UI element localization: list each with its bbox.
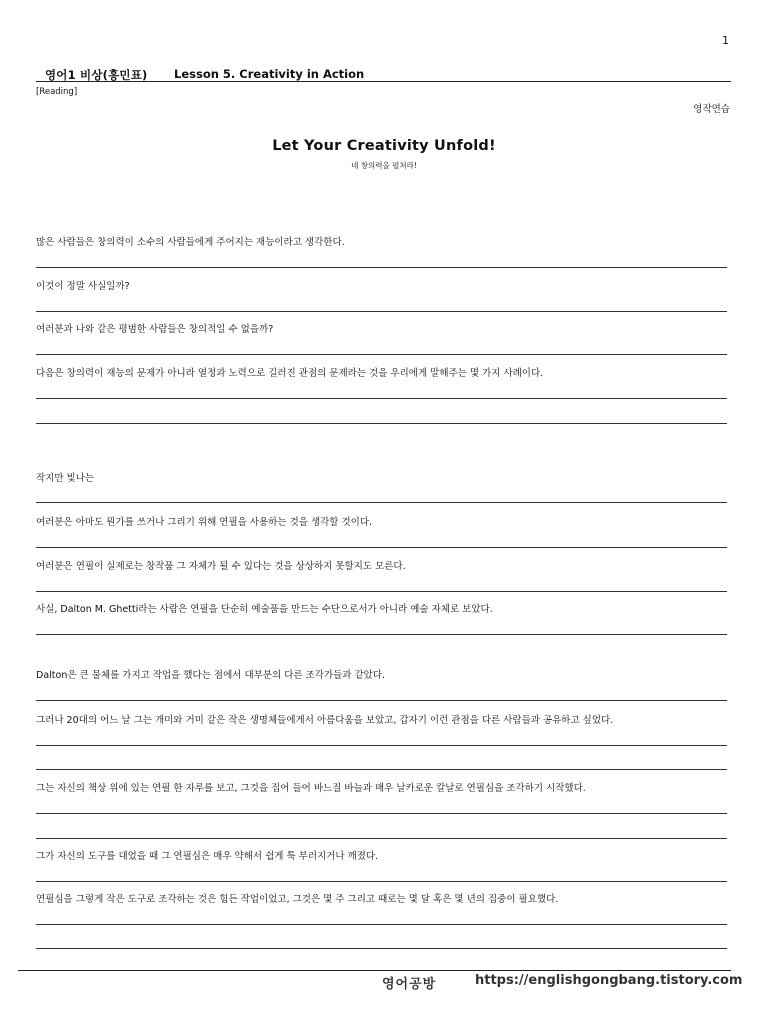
answer-line-13b[interactable] [36, 948, 727, 949]
prompt-sentence-10: 그러나 20대의 어느 날 그는 개미와 거미 같은 작은 생명체들에게서 아름다움을 보았고, 갑자기 이런 관점을 다른 사람들과 공유하고 싶었다. [36, 715, 614, 726]
answer-line-12[interactable] [36, 881, 727, 882]
header-divider [36, 81, 731, 82]
answer-line-10a[interactable] [36, 745, 727, 746]
prompt-sentence-1: 많은 사람들은 창의력이 소수의 사람들에게 주어지는 재능이라고 생각한다. [36, 237, 345, 248]
answer-line-1[interactable] [36, 267, 727, 268]
book-title: 영어1 비상(홍민표) [45, 68, 148, 82]
answer-line-5[interactable] [36, 502, 727, 503]
passage-title: Let Your Creativity Unfold! [272, 138, 496, 154]
passage-subtitle: 네 창의력을 펼쳐라! [351, 161, 417, 170]
exercise-mode-label: 영작연습 [693, 104, 730, 115]
answer-line-9[interactable] [36, 700, 727, 701]
prompt-sentence-2: 이것이 정말 사실일까? [36, 281, 130, 292]
page-number: 1 [722, 34, 729, 47]
prompt-sentence-9: Dalton은 큰 물체를 가지고 작업을 했다는 점에서 대부분의 다른 조각가들과 같았다. [36, 670, 386, 681]
prompt-sentence-7: 여러분은 연필이 실제로는 창작품 그 자체가 될 수 있다는 것을 상상하지 못할지도 모른다. [36, 561, 406, 572]
section-label: [Reading] [36, 87, 78, 97]
prompt-sentence-4: 다음은 창의력이 재능의 문제가 아니라 열정과 노력으로 길러진 관점의 문제라는 것을 우리에게 말해주는 몇 가지 사례이다. [36, 368, 544, 379]
answer-line-3[interactable] [36, 354, 727, 355]
answer-line-7[interactable] [36, 591, 727, 592]
prompt-sentence-3: 여러분과 나와 같은 평범한 사람들은 창의적일 수 없을까? [36, 324, 274, 335]
prompt-sentence-13: 연필심을 그렇게 작은 도구로 조각하는 것은 힘든 작업이었고, 그것은 몇 주 그리고 때로는 몇 달 혹은 몇 년의 집중이 필요했다. [36, 894, 559, 905]
answer-line-6[interactable] [36, 547, 727, 548]
prompt-sentence-6: 여러분은 아마도 뭔가를 쓰거나 그리기 위해 연필을 사용하는 것을 생각할 것이다. [36, 517, 373, 528]
prompt-sentence-8: 사실, Dalton M. Ghetti라는 사람은 연필을 단순히 예술품을 만드는 수단으로서가 아니라 예술 자체로 보았다. [36, 604, 493, 615]
footer-brand: 영어공방 [382, 977, 437, 992]
answer-line-4a[interactable] [36, 398, 727, 399]
answer-line-10b[interactable] [36, 769, 727, 770]
subheading-sentence: 작지만 빛나는 [36, 473, 95, 484]
answer-line-13a[interactable] [36, 924, 727, 925]
prompt-sentence-11: 그는 자신의 책상 위에 있는 연필 한 자루를 보고, 그것을 집어 들어 바느질 바늘과 매우 날카로운 칼날로 연필심을 조각하기 시작했다. [36, 783, 586, 794]
answer-line-2[interactable] [36, 311, 727, 312]
answer-line-8[interactable] [36, 634, 727, 635]
answer-line-11a[interactable] [36, 813, 727, 814]
answer-line-11b[interactable] [36, 838, 727, 839]
prompt-sentence-12: 그가 자신의 도구를 대었을 때 그 연필심은 매우 약해서 쉽게 툭 부러지거나 깨졌다. [36, 851, 379, 862]
footer-divider [18, 970, 731, 971]
answer-line-4b[interactable] [36, 423, 727, 424]
lesson-title: Lesson 5. Creativity in Action [174, 67, 365, 81]
footer-url[interactable]: https://englishgongbang.tistory.com [475, 973, 743, 988]
